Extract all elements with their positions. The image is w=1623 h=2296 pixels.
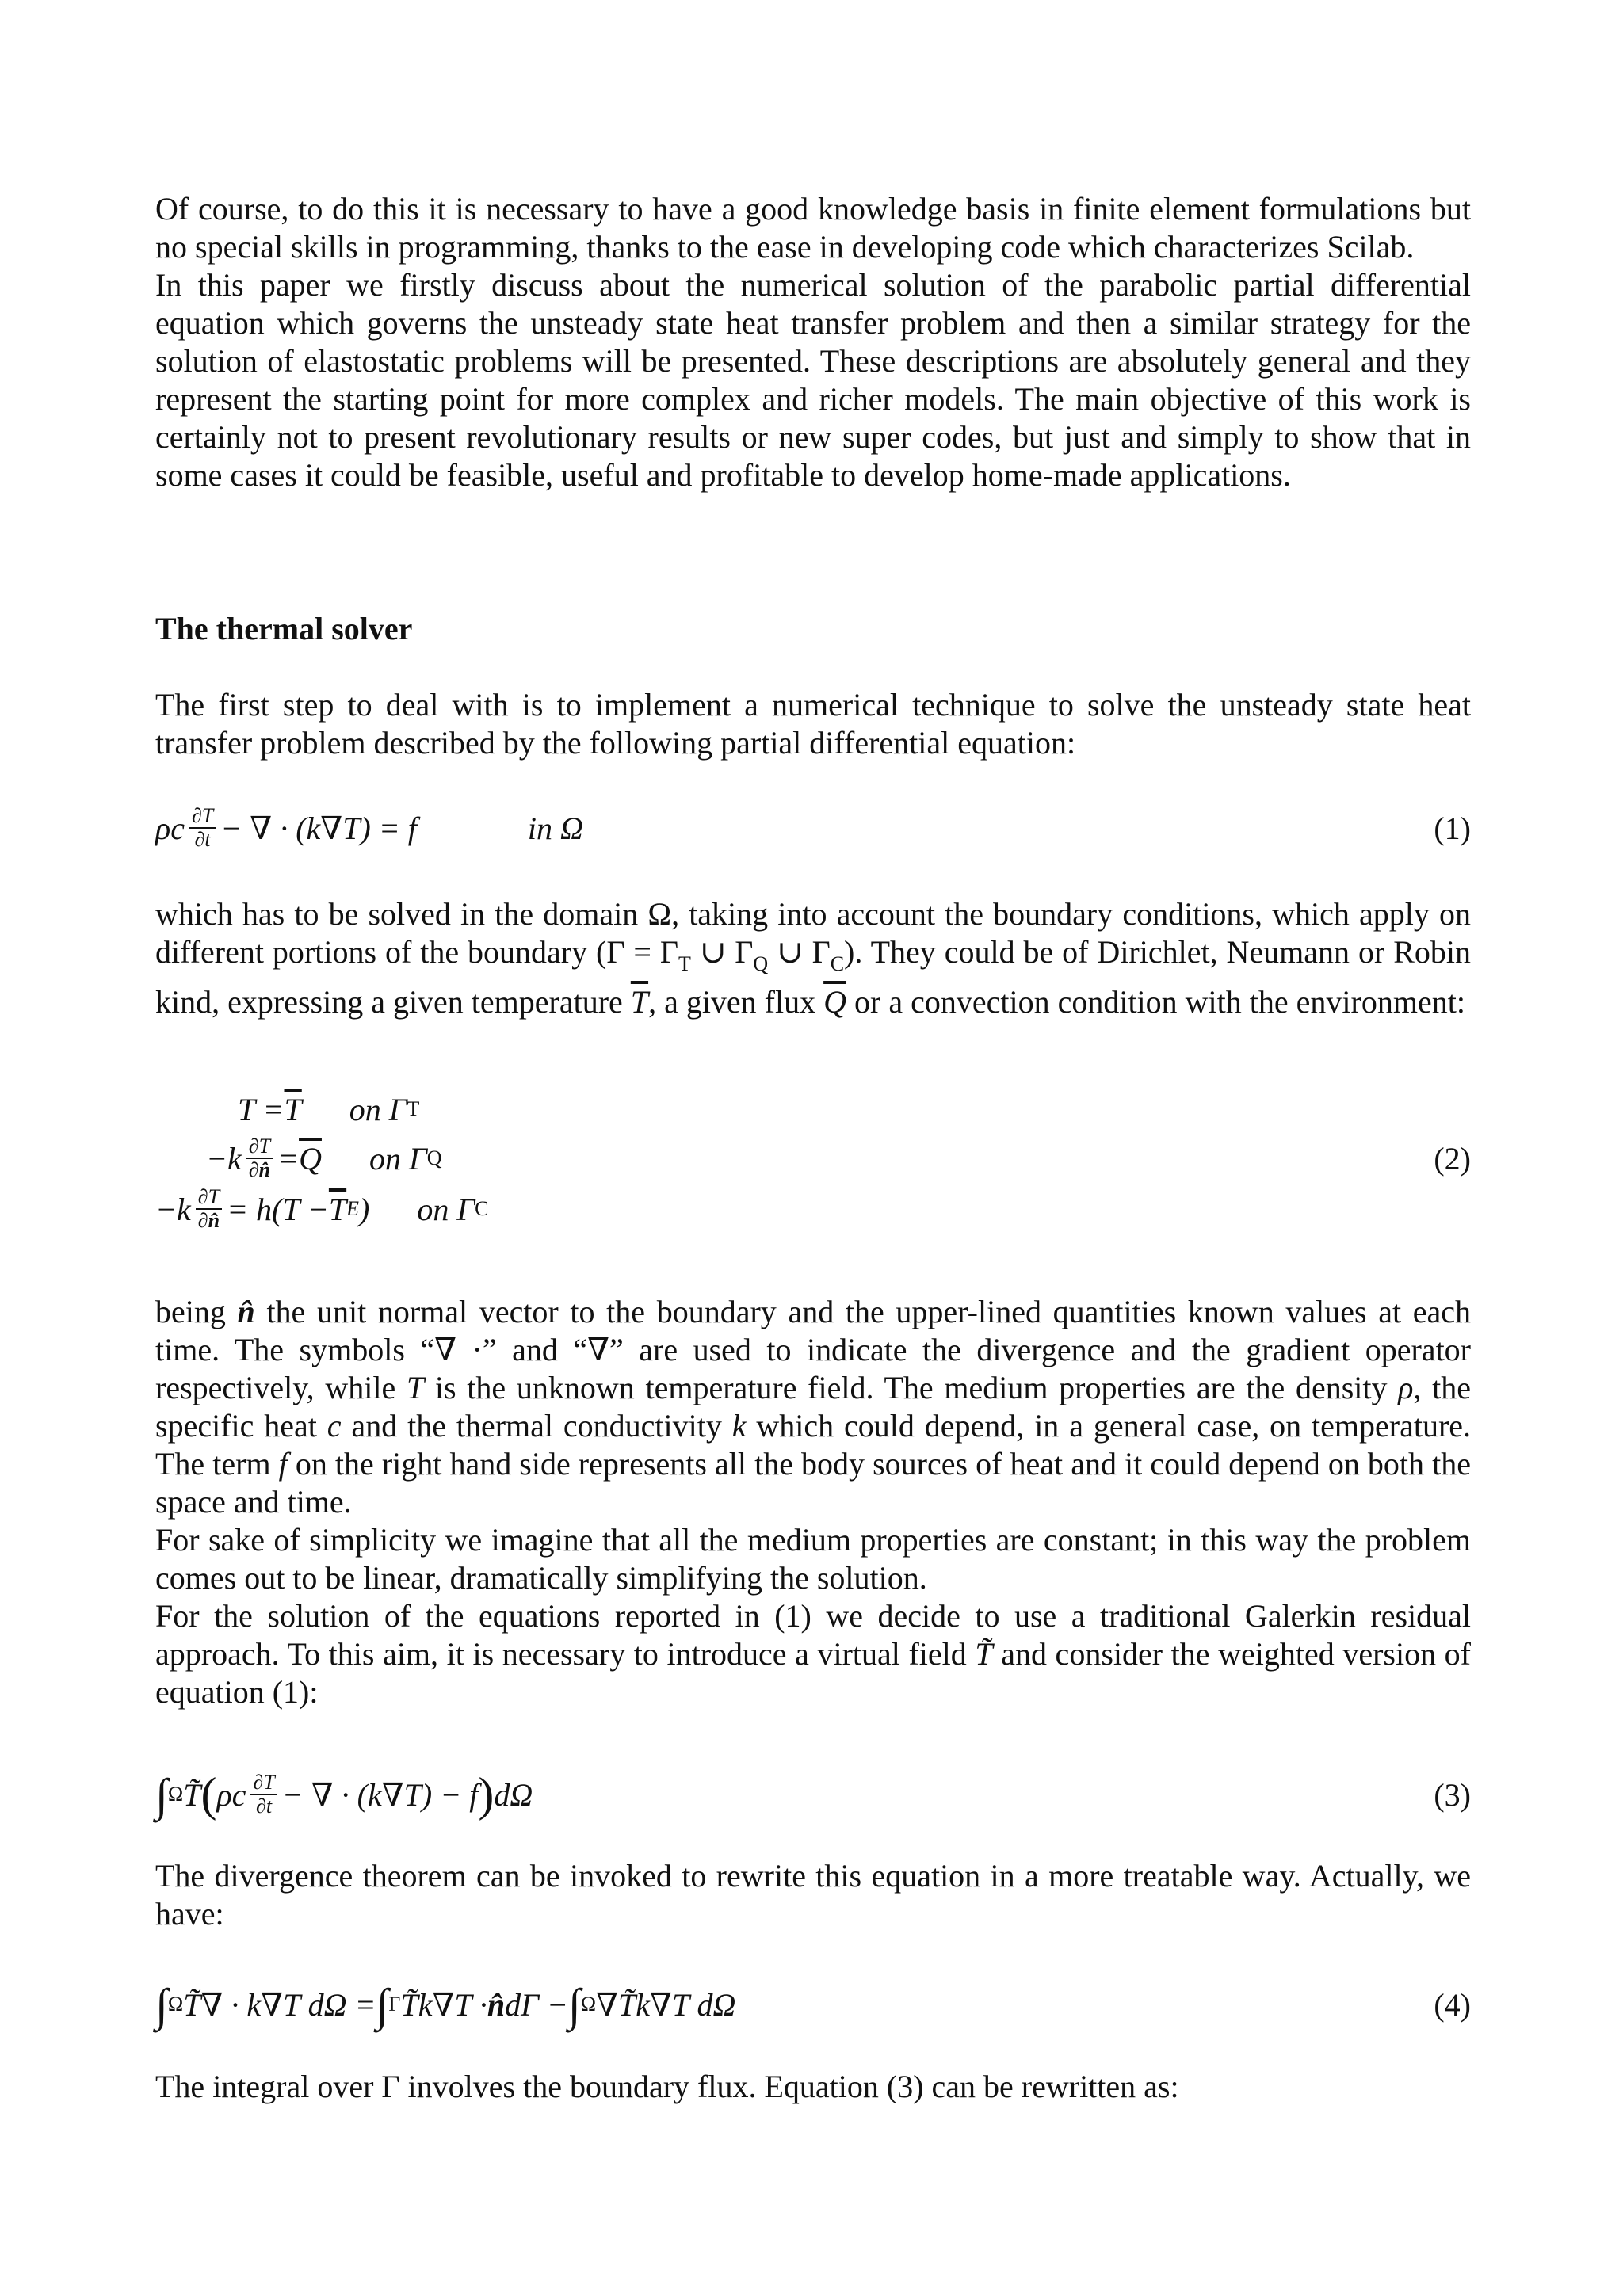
p5-k: k — [731, 1408, 747, 1444]
paragraph-4 — [155, 895, 1471, 1021]
eq4-sub-1: Ω — [167, 1993, 184, 2016]
paragraph-4-block — [155, 895, 1471, 1021]
eq2-l2-on: on Γ — [369, 1140, 427, 1177]
eq2-l2-eq: = — [277, 1140, 300, 1177]
eq2-l2-fraction — [246, 1135, 273, 1181]
eq2-l3-barsub: E — [346, 1197, 360, 1220]
eq2-l1-sub: T — [407, 1097, 420, 1120]
equation-2 — [155, 1085, 1471, 1260]
equation-1 — [155, 800, 1471, 856]
paragraph-6: For sake of simplicity we imagine that all the medium properties are constant; in this way the problem comes out to be linear, dramatically simplifying the solution. — [155, 1522, 1471, 1596]
eq2-l3-num: ∂T — [196, 1186, 222, 1210]
equation-1-number: (1) — [1434, 810, 1471, 846]
eq2-l3-sub: C — [475, 1197, 489, 1220]
eq3-t-tilde: T̃ — [183, 1776, 201, 1813]
eq2-line-2 — [206, 1135, 442, 1182]
p5-part-c: is the unknown temperature field. The medium properties are the density — [424, 1370, 1399, 1405]
eq2-l3-close: ) — [359, 1191, 370, 1227]
eq1-lhs-a: ρc — [155, 810, 185, 846]
p5-t: T — [406, 1370, 425, 1405]
eq3-num: ∂T — [250, 1772, 277, 1795]
paragraph-3: The first step to deal with is to implement a numerical technique to solve the unsteady state heat transfer problem described by the following partial differential equation: — [155, 687, 1471, 761]
eq2-l3-on: on Γ — [417, 1191, 475, 1227]
eq2-l2-den: ∂n̂ — [248, 1158, 271, 1181]
equation-2-number: (2) — [1434, 1140, 1471, 1177]
eq3-den: ∂t — [256, 1794, 273, 1817]
equation-3 — [155, 1759, 1471, 1830]
eq2-l2-sub: Q — [426, 1146, 442, 1169]
eq4-integral-3: ∫ — [567, 1978, 581, 2031]
eq3-close-paren: ) — [478, 1768, 495, 1821]
section-heading: The thermal solver — [155, 611, 413, 646]
p4-cup-2: ∪ Γ — [768, 934, 831, 970]
p5-part-d: , the specific heat — [155, 1370, 1471, 1444]
p4-qbar: $\overline{Q}$ — [823, 984, 847, 1020]
equation-3-body — [155, 1759, 533, 1830]
paragraph-1: Of course, to do this it is necessary to have a good knowledge basis in finite element formulations but no special skills in programming, thanks to the ease in developing code which characterizes Scilab. — [155, 191, 1471, 265]
p5-c: c — [327, 1408, 342, 1444]
eq1-frac-den: ∂t — [194, 828, 211, 851]
eq1-frac-num: ∂T — [189, 805, 216, 829]
p7-part-a: For the solution of the equations reported in (1) we decide to use a traditional Galerkin residual approach. To this aim, it is necessary to introduce a virtual field — [155, 1598, 1471, 1672]
eq3-a: ρc — [216, 1776, 246, 1813]
paragraph-9-block — [155, 2068, 1471, 2106]
eq2-l2-pre: −k — [206, 1140, 242, 1177]
eq3-fraction — [250, 1772, 277, 1817]
paragraph-5-block — [155, 1293, 1471, 1711]
eq2-l3-fraction — [196, 1186, 222, 1232]
p4-sub-q: Q — [753, 952, 769, 975]
equation-3-number: (3) — [1434, 1776, 1471, 1813]
eq4-b: T̃k∇T · — [400, 1986, 487, 2023]
eq2-l3-den: ∂n̂ — [197, 1209, 220, 1232]
eq3-open-paren: ( — [200, 1768, 217, 1821]
eq4-d: ∇T̃k∇T dΩ — [596, 1986, 736, 2023]
p4-part-d: or a convection condition with the environment: — [846, 984, 1465, 1020]
eq2-l2-bar: $\overline{Q}$ — [299, 1140, 322, 1177]
p4-part-a: which has to be solved in the domain Ω, taking into account the boundary conditions, which apply on different portions of the boundary (Γ = Γ — [155, 896, 1471, 970]
paragraph-7 — [155, 1597, 1471, 1711]
p4-part-b: ). They could be of Dirichlet, Neumann or Robin kind, expressing a given temperature — [155, 934, 1472, 1020]
p5-part-a: being — [155, 1294, 238, 1329]
eq4-integral-1: ∫ — [155, 1978, 168, 2031]
eq4-n-hat: n̂ — [487, 1986, 506, 2023]
paragraph-9: The integral over Γ involves the boundary flux. Equation (3) can be rewritten as: — [155, 2069, 1179, 2104]
equation-4-body — [155, 1973, 735, 2036]
eq2-l1-lhs: T = — [238, 1091, 285, 1127]
p7-part-b: and consider the weighted version of equation (1): — [155, 1636, 1471, 1710]
eq2-line-1 — [238, 1085, 419, 1133]
eq3-integral: ∫ — [155, 1768, 168, 1821]
p4-cup-1: ∪ Γ — [690, 934, 754, 970]
eq2-l3-eq: = h(T − — [227, 1191, 329, 1227]
eq2-l1-bar: $\overline{T}$ — [284, 1091, 302, 1127]
eq2-l1-on: on Γ — [349, 1091, 407, 1127]
eq1-fraction — [189, 805, 216, 851]
eq1-domain: in Ω — [527, 810, 583, 846]
eq1-lhs-b: − ∇ · (k∇T) = f — [220, 810, 417, 846]
p4-part-c: , a given flux — [648, 984, 824, 1020]
p4-sub-c: C — [830, 952, 845, 975]
equation-4-number: (4) — [1434, 1986, 1471, 2023]
p5-f: f — [278, 1446, 288, 1482]
p5-rho: ρ — [1398, 1370, 1414, 1405]
eq4-sub-3: Ω — [580, 1993, 597, 2016]
intro-text — [155, 190, 1471, 494]
eq4-c: dΓ − — [505, 1986, 568, 2023]
paragraph-8: The divergence theorem can be invoked to rewrite this equation in a more treatable way. Actually, we have: — [155, 1858, 1471, 1932]
eq4-sub-2: Γ — [388, 1993, 401, 2016]
paragraph-8-block — [155, 1857, 1471, 1933]
p5-part-e: and the thermal conductivity — [341, 1408, 732, 1444]
p5-part-g: on the right hand side represents all the body sources of heat and it could depend on both the space and time. — [155, 1446, 1471, 1520]
p4-sub-t: T — [678, 952, 691, 975]
p5-n-hat: n̂ — [237, 1294, 255, 1329]
equation-4 — [155, 1973, 1471, 2036]
eq2-l3-pre: −k — [155, 1191, 191, 1227]
equation-1-body — [155, 800, 583, 856]
eq2-line-3 — [155, 1185, 488, 1233]
eq4-integral-2: ∫ — [376, 1978, 389, 2031]
p5-part-b: the unit normal vector to the boundary and the upper-lined quantities known values at each time. The symbols “∇ ·” and “∇” are used to indicate the divergence and the gradient operator respectively, while — [155, 1294, 1471, 1405]
paragraph-3-block — [155, 686, 1471, 762]
eq3-tail: dΩ — [494, 1776, 533, 1813]
paragraph-5 — [155, 1293, 1471, 1521]
p7-t-tilde: T̃ — [975, 1636, 993, 1672]
p5-part-f: which could depend, in a general case, on temperature. The term — [155, 1408, 1472, 1482]
p4-tbar: $\overline{T}$ — [630, 984, 649, 1020]
eq2-l2-num: ∂T — [246, 1135, 273, 1159]
eq3-int-sub: Ω — [167, 1783, 184, 1806]
eq3-b: − ∇ · (k∇T) − f — [281, 1776, 479, 1813]
paragraph-2: In this paper we firstly discuss about the numerical solution of the parabolic partial differential equation which governs the unsteady state heat transfer problem and then a similar strategy for the solution of elastostatic problems will be presented. These descriptions are absolutely general and they represent the starting point for more complex and richer models. The main objective of this work is certainly not to present revolutionary results or new super codes, but just and simply to show that in some cases it could be feasible, useful and profitable to develop home-made applications. — [155, 267, 1471, 493]
eq4-a: T̃∇ · k∇T dΩ = — [183, 1986, 376, 2023]
eq2-l3-bar: $\overline{T}$ — [328, 1191, 347, 1227]
